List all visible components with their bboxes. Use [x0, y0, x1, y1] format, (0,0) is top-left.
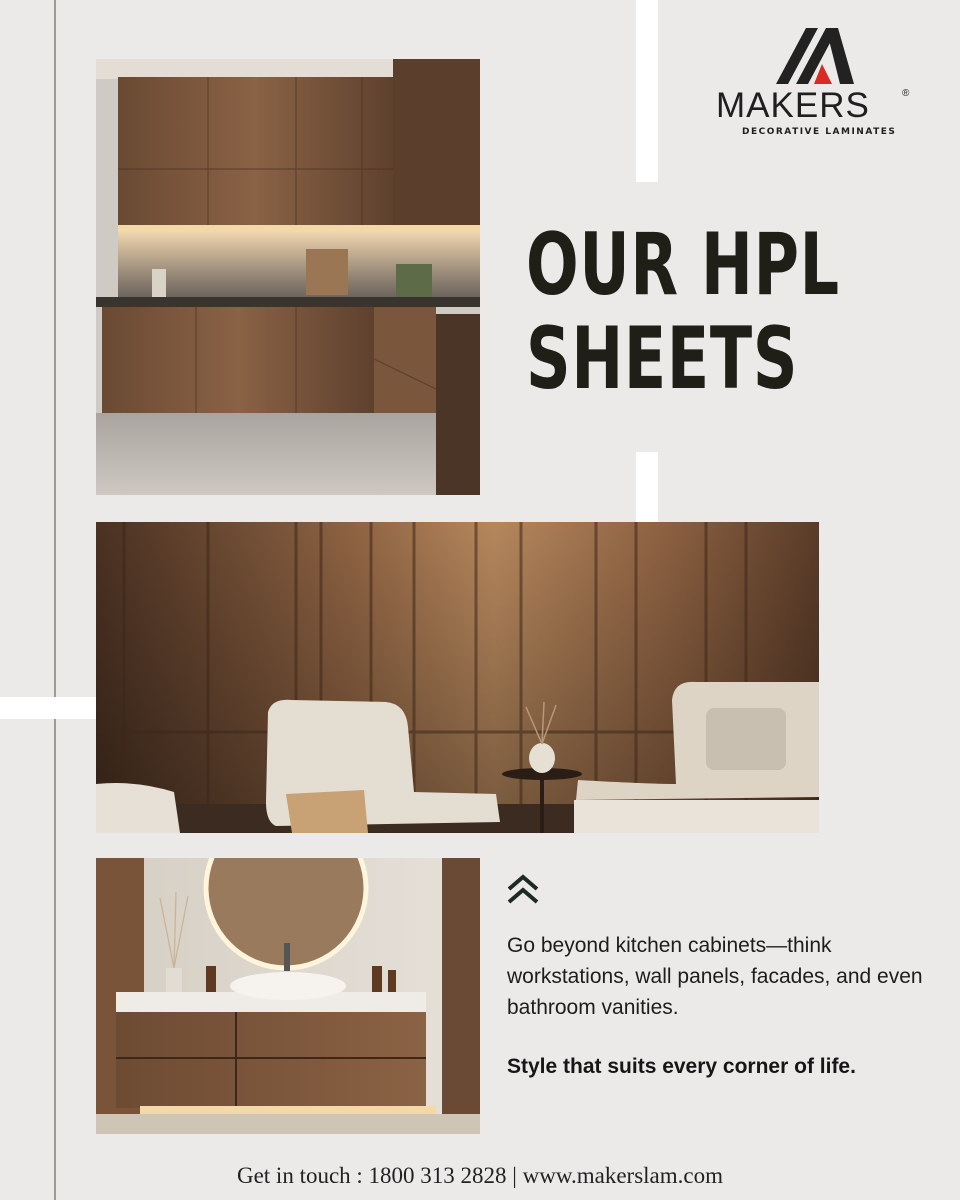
- page-title: [526, 215, 840, 409]
- headline-line-2: SHEETS: [526, 309, 799, 409]
- tagline: Style that suits every corner of life.: [507, 1055, 856, 1078]
- brand-subtitle: DECORATIVE LAMINATES: [742, 127, 897, 137]
- brand-name: MAKERS: [716, 86, 870, 125]
- bathroom-photo: [96, 858, 480, 1134]
- mid-white-bar: [636, 452, 658, 522]
- left-white-bar: [0, 697, 96, 719]
- top-white-bar: [636, 0, 658, 182]
- left-vertical-rule: [54, 0, 56, 1200]
- double-chevron-up-icon: [506, 872, 540, 906]
- makers-logo-mark-icon: [774, 26, 854, 84]
- body-paragraph: Go beyond kitchen cabinets—think workstations, wall panels, facades, and even bathroom vanities.: [507, 934, 923, 1019]
- headline-line-1: OUR HPL: [526, 215, 840, 315]
- footer-contact: Get in touch : 1800 313 2828 | www.makerslam.com: [236, 1163, 724, 1188]
- registered-mark: ®: [902, 88, 910, 99]
- brand-logo: [712, 26, 917, 141]
- kitchen-photo: [96, 59, 480, 495]
- living-room-photo: [96, 522, 819, 833]
